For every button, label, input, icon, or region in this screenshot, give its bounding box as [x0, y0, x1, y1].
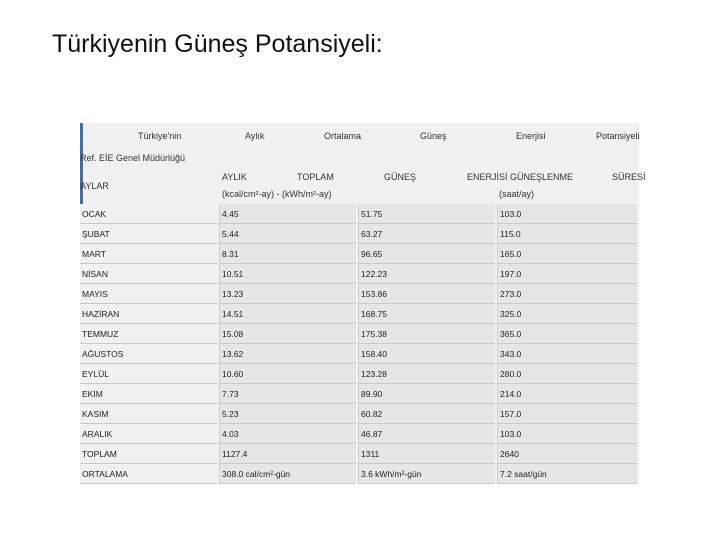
table-row [80, 304, 637, 324]
guneslenme-cell: 103.0 [497, 204, 637, 224]
month-cell: ARALIK [80, 424, 217, 444]
page-title: Türkiyenin Güneş Potansiyeli: [52, 30, 383, 58]
toplam-cell: 60.82 [358, 404, 495, 424]
table-row [80, 224, 637, 244]
toplam-cell: 153.86 [358, 284, 495, 304]
month-cell: ŞUBAT [80, 224, 217, 244]
column-header-toplam: TOPLAM [297, 172, 334, 182]
month-cell: HAZİRAN [80, 304, 217, 324]
guneslenme-cell: 165.0 [497, 244, 637, 264]
toplam-cell: 96.65 [358, 244, 495, 264]
toplam-cell: 46.87 [358, 424, 495, 444]
aylik-cell: 10.51 [219, 264, 356, 284]
table-row [80, 284, 637, 304]
table-row [80, 324, 637, 344]
guneslenme-cell: 2640 [497, 444, 637, 464]
month-cell: AĞUSTOS [80, 344, 217, 364]
toplam-cell: 123.28 [358, 364, 495, 384]
aylik-cell: 5.44 [219, 224, 356, 244]
table-row [80, 384, 637, 404]
table-row [80, 444, 637, 464]
header-turkiyenin: Türkiye'nin [138, 131, 182, 141]
guneslenme-cell: 325.0 [497, 304, 637, 324]
aylik-cell: 1127.4 [219, 444, 356, 464]
aylik-cell: 4.03 [219, 424, 356, 444]
aylik-cell: 308.0 cal/cm²-gün [219, 464, 356, 484]
guneslenme-cell: 343.0 [497, 344, 637, 364]
toplam-cell: 175.38 [358, 324, 495, 344]
aylik-cell: 14.51 [219, 304, 356, 324]
header-aylik: Aylık [245, 131, 265, 141]
guneslenme-cell: 365.0 [497, 324, 637, 344]
table-row [80, 244, 637, 264]
aylik-cell: 10.60 [219, 364, 356, 384]
guneslenme-cell: 115.0 [497, 224, 637, 244]
header-enerjisi: Enerjisi [516, 131, 546, 141]
table-row [80, 264, 637, 284]
aylik-cell: 4.45 [219, 204, 356, 224]
toplam-cell: 158.40 [358, 344, 495, 364]
aylik-cell: 15.08 [219, 324, 356, 344]
month-cell: ORTALAMA [80, 464, 217, 484]
header-ortalama: Ortalama [324, 131, 362, 141]
source-reference: Ref. EİE Genel Müdürlüğü [80, 153, 186, 163]
toplam-cell: 51.75 [358, 204, 495, 224]
month-cell: EYLÜL [80, 364, 217, 384]
header-gunes: Güneş [420, 131, 447, 141]
month-cell: KASIM [80, 404, 217, 424]
column-header-enerjisi-guneslenme: ENERJİSİ GÜNEŞLENME [467, 172, 574, 182]
units-time: (saat/ay) [499, 189, 535, 199]
column-header-aylar: AYLAR [80, 181, 109, 191]
guneslenme-cell: 197.0 [497, 264, 637, 284]
guneslenme-cell: 157.0 [497, 404, 637, 424]
toplam-cell: 3.6 kWh/m²-gün [358, 464, 495, 484]
column-header-aylik: AYLIK [222, 172, 247, 182]
month-cell: TOPLAM [80, 444, 217, 464]
month-cell: MAYIS [80, 284, 217, 304]
table-row [80, 364, 637, 384]
aylik-cell: 7.73 [219, 384, 356, 404]
table-row [80, 464, 637, 484]
aylik-cell: 5.23 [219, 404, 356, 424]
toplam-cell: 122.23 [358, 264, 495, 284]
toplam-cell: 63.27 [358, 224, 495, 244]
month-cell: MART [80, 244, 217, 264]
guneslenme-cell: 214.0 [497, 384, 637, 404]
aylik-cell: 13.62 [219, 344, 356, 364]
table-row [80, 404, 637, 424]
column-header-gunes: GÜNEŞ [384, 172, 417, 182]
guneslenme-cell: 273.0 [497, 284, 637, 304]
toplam-cell: 1311 [358, 444, 495, 464]
aylik-cell: 13.23 [219, 284, 356, 304]
toplam-cell: 89.90 [358, 384, 495, 404]
toplam-cell: 168.75 [358, 304, 495, 324]
guneslenme-cell: 7.2 saat/gün [497, 464, 637, 484]
header-potansiyeli: Potansiyeli [596, 131, 640, 141]
units-energy: (kcal/cm²-ay) - (kWh/m²-ay) [222, 189, 332, 199]
table-row [80, 424, 637, 444]
month-cell: TEMMUZ [80, 324, 217, 344]
month-cell: NİSAN [80, 264, 217, 284]
aylik-cell: 8.31 [219, 244, 356, 264]
month-cell: OCAK [80, 204, 217, 224]
guneslenme-cell: 103.0 [497, 424, 637, 444]
month-cell: EKİM [80, 384, 217, 404]
guneslenme-cell: 280.0 [497, 364, 637, 384]
column-header-suresi: SÜRESİ [612, 172, 646, 182]
table-row [80, 344, 637, 364]
table-row [80, 204, 637, 224]
